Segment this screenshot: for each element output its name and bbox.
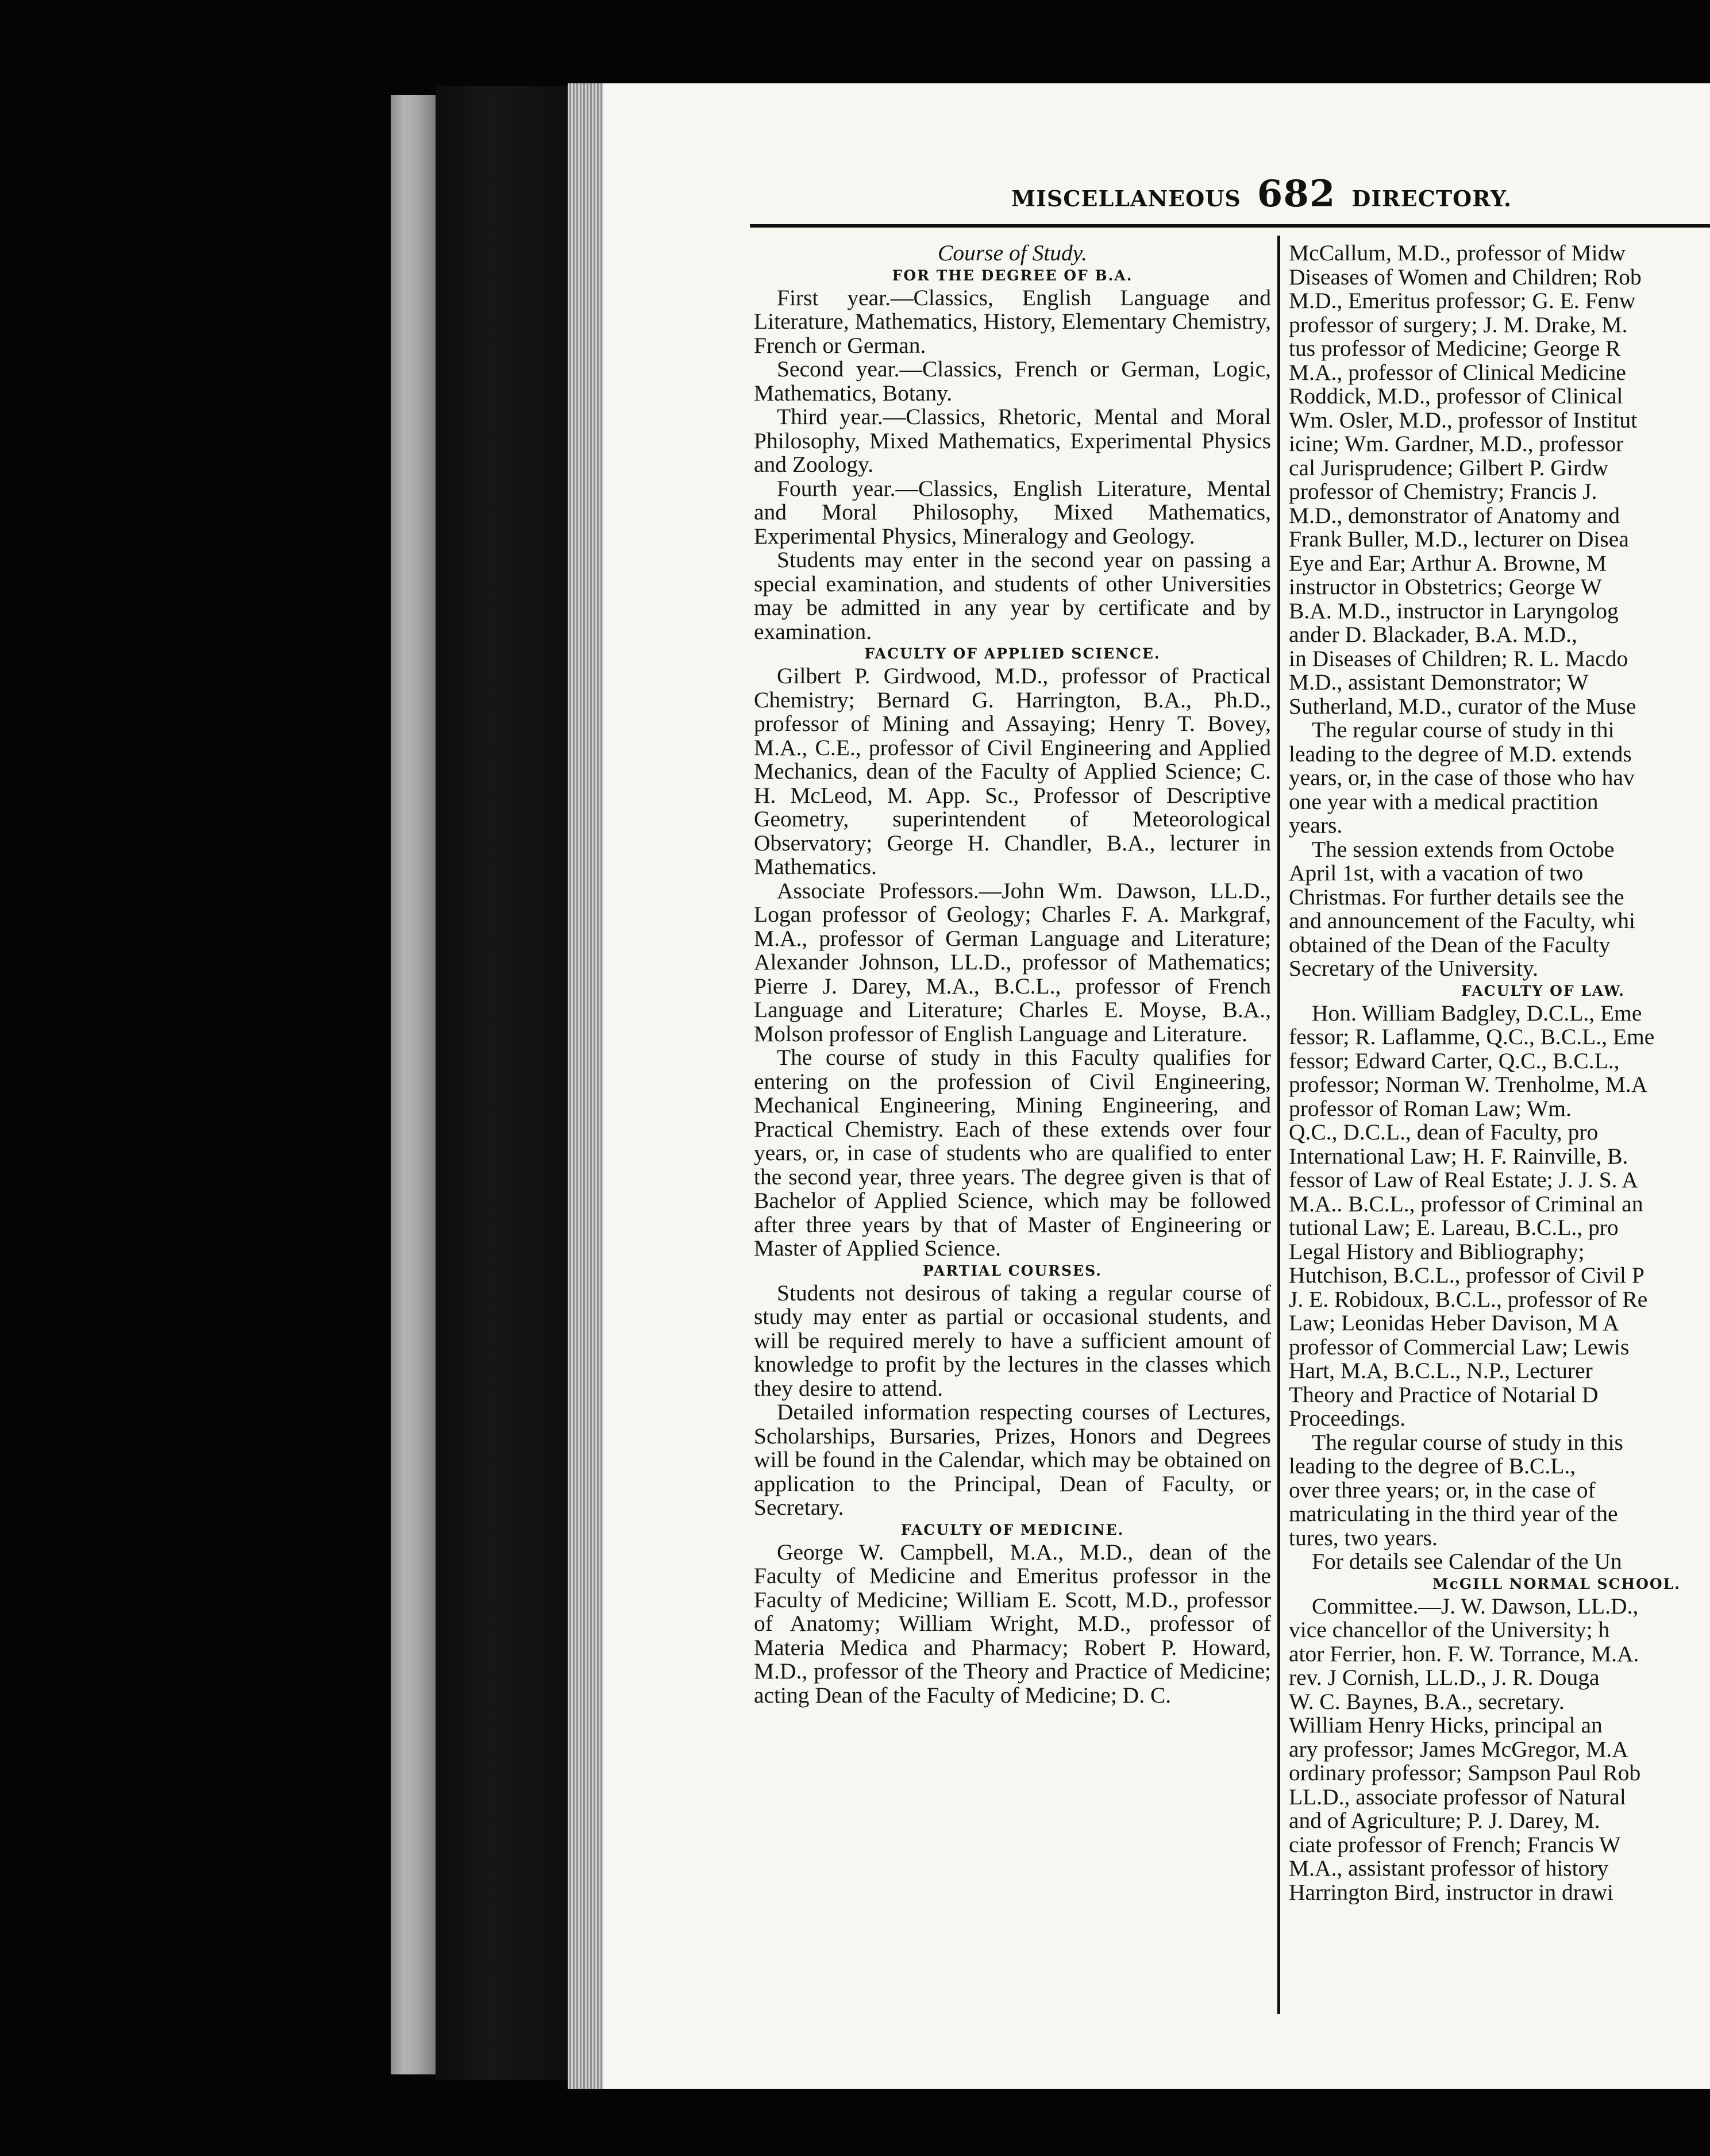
text-line: M.D., assistant Demonstrator; W [1289, 669, 1589, 695]
bcl-course-paragraph [1289, 1431, 1710, 1550]
text-line: professor; Norman W. Trenholme, M.A [1289, 1072, 1648, 1097]
text-line: years, or, in the case of those who hav [1289, 765, 1635, 790]
text-line: Proceedings. [1289, 1406, 1405, 1431]
text-line: Law; Leonidas Heber Davison, M A [1289, 1310, 1619, 1335]
text-line: obtained of the Dean of the Faculty [1289, 931, 1611, 957]
md-course-paragraph [1289, 718, 1710, 838]
medicine-heading: FACULTY OF MEDICINE. [900, 1521, 1124, 1538]
applied-course-paragraph: The course of study in this Faculty qualifies for entering on the profession of Civil Engineering, Mechanical Engineering, Mining Engineering, and Practical Chemistry. Each of these extends over four years, or, in case of students who are qualified to enter the second year, three years. The degree given is that of Bachelor of Applied Science, which may be followed after three years by that of Master of Engineering or Master of Applied Science. [754, 1045, 1271, 1261]
third-year-paragraph: Third year.—Classics, Rhetoric, Mental and Moral Philosophy, Mixed Mathematics, Experimental Physics and Zoology. [754, 404, 1271, 477]
second-year-paragraph: Second year.—Classics, French or German, Logic, Mathematics, Botany. [754, 356, 1271, 406]
text-line: tus professor of Medicine; George R [1289, 336, 1621, 361]
law-staff-paragraph [1289, 1002, 1710, 1431]
text-line: ander D. Blackader, B.A. M.D., [1289, 622, 1577, 647]
text-line: Theory and Practice of Notarial D [1289, 1381, 1599, 1407]
page-stack-edge [568, 83, 603, 2089]
text-line: Eye and Ear; Arthur A. Browne, M [1289, 550, 1607, 576]
column-divider [1277, 236, 1280, 2014]
course-of-study-title: Course of Study. [937, 240, 1088, 265]
text-line: M.A.. B.C.L., professor of Criminal an [1289, 1191, 1643, 1216]
partial-courses-paragraph: Students not desirous of taking a regular course of study may enter as partial or occasional students, and will be required merely to have a sufficient amount of knowledge to profit by the lectures in the classes which they desire to attend. [754, 1280, 1271, 1401]
text-line: fessor; R. Laflamme, Q.C., B.C.L., Eme [1289, 1024, 1655, 1049]
text-line: Hart, M.A, B.C.L., N.P., Lecturer [1289, 1358, 1593, 1383]
text-line: ator Ferrier, hon. F. W. Torrance, M.A. [1289, 1641, 1639, 1666]
ba-degree-heading: FOR THE DEGREE OF B.A. [892, 267, 1133, 284]
text-line: B.A. M.D., instructor in Laryngolog [1289, 598, 1619, 623]
text-line: professor of surgery; J. M. Drake, M. [1289, 311, 1628, 337]
law-heading: FACULTY OF LAW. [1461, 982, 1625, 999]
text-line: in Diseases of Children; R. L. Macdo [1289, 645, 1628, 671]
page-number: 682 [1257, 172, 1336, 215]
partial-courses-heading: PARTIAL COURSES. [923, 1262, 1102, 1279]
medicine-staff-continued [1289, 241, 1710, 718]
text-line: Wm. Osler, M.D., professor of Institut [1289, 407, 1638, 433]
text-line: J. E. Robidoux, B.C.L., professor of Re [1289, 1286, 1648, 1312]
text-line: cal Jurisprudence; Gilbert P. Girdw [1289, 455, 1609, 480]
calendar-note: For details see Calendar of the Un [1312, 1549, 1622, 1574]
text-line: professor of Commercial Law; Lewis [1289, 1334, 1630, 1360]
text-line: International Law; H. F. Rainville, B. [1289, 1143, 1628, 1169]
text-line: Q.C., D.C.L., dean of Faculty, pro [1289, 1119, 1599, 1145]
text-line: ary professor; James McGregor, M.A [1289, 1736, 1628, 1762]
text-line: tures, two years. [1289, 1524, 1438, 1550]
text-line: Hon. William Badgley, D.C.L., Eme [1312, 1000, 1642, 1026]
running-head-right: DIRECTORY. [1351, 186, 1512, 211]
text-line: The regular course of study in thi [1312, 717, 1615, 742]
applied-science-staff: Gilbert P. Girdwood, M.D., professor of Practical Chemistry; Bernard G. Harrington, B.A., Ph.D., professor of Mining and Assaying; Henry T. Bovey, M.A., C.E., professor of Civil Engineering and Applied Mechanics, dean of the Faculty of Applied Science; C. H. McLeod, M. App. Sc., Professor of Descriptive Geometry, superintendent of Meteorological Observatory; George H. Chandler, B.A., lecturer in Mathematics. [754, 663, 1271, 879]
text-line: fessor; Edward Carter, Q.C., B.C.L., [1289, 1048, 1620, 1073]
header-rule [750, 224, 1710, 228]
text-line: M.D., Emeritus professor; G. E. Fenw [1289, 288, 1636, 313]
session-paragraph [1289, 838, 1710, 981]
text-line: and announcement of the Faculty, whi [1289, 908, 1635, 933]
text-line: instructor in Obstetrics; George W [1289, 574, 1602, 599]
text-line: leading to the degree of M.D. extends [1289, 741, 1632, 767]
text-line: one year with a medical practition [1289, 788, 1599, 814]
fourth-year-paragraph: Fourth year.—Classics, English Literature, Mental and Moral Philosophy, Mixed Mathematics, Experimental Physics, Mineralogy and Geology. [754, 475, 1271, 549]
associate-professors-paragraph: Associate Professors.—John Wm. Dawson, LL.D., Logan professor of Geology; Charles F. A. Markgraf, M.A., professor of German Language and Literature; Alexander Johnson, LL.D., professor of Mathematics; Pierre J. Darey, M.A., B.C.L., professor of French Language and Literature; Charles E. Moyse, B.A., Molson professor of English Language and Literature. [754, 877, 1271, 1046]
text-line: matriculating in the third year of the [1289, 1501, 1618, 1526]
text-line: leading to the degree of B.C.L., [1289, 1453, 1576, 1479]
medicine-staff-paragraph: George W. Campbell, M.A., M.D., dean of the Faculty of Medicine and Emeritus professor in the Faculty of Medicine; William E. Scott, M.D., professor of Anatomy; William Wright, M.D., professor of Materia Medica and Pharmacy; Robert P. Howard, M.D., professor of the Theory and Practice of Medicine; acting Dean of the Faculty of Medicine; D. C. [754, 1539, 1271, 1708]
text-line: Committee.—J. W. Dawson, LL.D., [1312, 1593, 1639, 1619]
text-line: Legal History and Bibliography; [1289, 1238, 1585, 1264]
text-line: Diseases of Women and Children; Rob [1289, 264, 1642, 290]
text-line: ordinary professor; Sampson Paul Rob [1289, 1760, 1641, 1785]
text-line: McCallum, M.D., professor of Midw [1289, 241, 1626, 265]
text-line: William Henry Hicks, principal an [1289, 1712, 1603, 1738]
normal-school-heading: McGILL NORMAL SCHOOL. [1432, 1575, 1681, 1592]
text-line: April 1st, with a vacation of two [1289, 860, 1584, 886]
text-line: professor of Chemistry; Francis J. [1289, 479, 1597, 504]
text-line: Secretary of the University. [1289, 956, 1538, 981]
left-column [754, 241, 1271, 1707]
text-line: M.D., demonstrator of Anatomy and [1289, 502, 1620, 528]
text-line: Sutherland, M.D., curator of the Muse [1289, 693, 1636, 719]
running-head [1011, 172, 1512, 215]
book-fore-edge [391, 95, 436, 2074]
normal-school-paragraph [1289, 1595, 1710, 1905]
detailed-information-paragraph: Detailed information respecting courses of Lectures, Scholarships, Bursaries, Prizes, Honors and Degrees will be found in the Calendar, which may be obtained on application to the Principal, Dean of Faculty, or Secretary. [754, 1399, 1271, 1520]
text-line: vice chancellor of the University; h [1289, 1617, 1610, 1642]
text-line: ciate professor of French; Francis W [1289, 1831, 1621, 1857]
text-line: The regular course of study in this [1312, 1429, 1623, 1455]
text-line: The session extends from Octobe [1312, 836, 1615, 862]
facing-page-shadow [436, 86, 568, 2080]
text-line: and of Agriculture; P. J. Darey, M. [1289, 1808, 1600, 1833]
text-line: Roddick, M.D., professor of Clinical [1289, 383, 1623, 409]
applied-science-heading: FACULTY OF APPLIED SCIENCE. [864, 645, 1161, 662]
text-line: tutional Law; E. Lareau, B.C.L., pro [1289, 1215, 1619, 1240]
text-line: Frank Buller, M.D., lecturer on Disea [1289, 526, 1629, 552]
running-head-left: MISCELLANEOUS [1011, 186, 1241, 211]
text-line: rev. J Cornish, LL.D., J. R. Douga [1289, 1665, 1600, 1690]
text-line: fessor of Law of Real Estate; J. J. S. A [1289, 1167, 1638, 1192]
text-line: over three years; or, in the case of [1289, 1477, 1596, 1503]
text-line: Harrington Bird, instructor in drawi [1289, 1879, 1613, 1904]
text-line: M.A., assistant professor of history [1289, 1855, 1609, 1881]
entry-note-paragraph: Students may enter in the second year on passing a special examination, and students of other Universities may be admitted in any year by certificate and by examination. [754, 547, 1271, 644]
text-line: years. [1289, 813, 1343, 838]
text-line: Christmas. For further details see the [1289, 884, 1624, 910]
first-year-paragraph: First year.—Classics, English Language and Literature, Mathematics, History, Elementary Chemistry, French or German. [754, 284, 1271, 358]
text-line: W. C. Baynes, B.A., secretary. [1289, 1688, 1565, 1714]
text-line: M.A., professor of Clinical Medicine [1289, 359, 1626, 385]
right-column [1289, 241, 1710, 1904]
text-line: professor of Roman Law; Wm. [1289, 1095, 1572, 1121]
text-line: LL.D., associate professor of Natural [1289, 1784, 1626, 1810]
text-line: icine; Wm. Gardner, M.D., professor [1289, 431, 1624, 456]
text-line: Hutchison, B.C.L., professor of Civil P [1289, 1262, 1644, 1288]
